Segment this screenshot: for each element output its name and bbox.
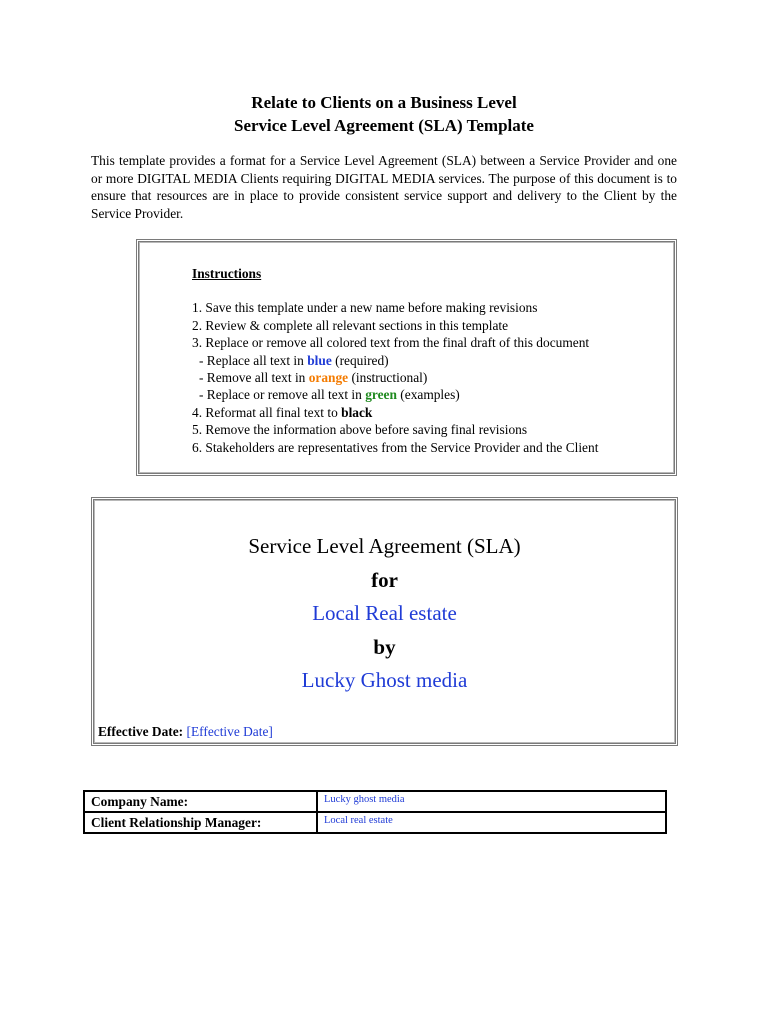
item4-pre: 4. Reformat all final text to xyxy=(192,404,342,420)
title-line-2: Service Level Agreement (SLA) Template xyxy=(234,116,534,135)
effective-date xyxy=(98,723,273,740)
sub-orange-post: (instructional) xyxy=(348,370,428,386)
client-manager-value: Local real estate xyxy=(317,812,666,833)
instructions-heading: Instructions xyxy=(192,266,262,281)
instruction-sub-green xyxy=(192,386,598,403)
sub-blue-post: (required) xyxy=(331,352,389,368)
orange-keyword: orange xyxy=(308,370,349,386)
instruction-item-3: 3. Replace or remove all colored text from the final draft of this document xyxy=(192,335,590,351)
instruction-item-2: 2. Review & complete all relevant sections in this template xyxy=(192,317,509,333)
title-line-1: Relate to Clients on a Business Level xyxy=(251,93,517,112)
sla-provider-name: Lucky Ghost media xyxy=(301,668,468,692)
instructions-content xyxy=(192,265,598,456)
green-keyword: green xyxy=(365,387,397,403)
sla-for-label: for xyxy=(371,567,398,592)
instruction-item-5: 5. Remove the information above before saving final revisions xyxy=(192,422,528,438)
company-name-label: Company Name: xyxy=(84,791,317,812)
effective-date-label: Effective Date: xyxy=(98,724,184,739)
instruction-sub-orange xyxy=(192,369,598,386)
effective-date-value: [Effective Date] xyxy=(186,724,273,739)
sla-cover-box xyxy=(91,497,678,746)
sub-green-post: (examples) xyxy=(396,387,460,403)
sla-by-label: by xyxy=(373,634,396,659)
document-title xyxy=(0,91,768,137)
instructions-box xyxy=(136,239,677,476)
instruction-item-1: 1. Save this template under a new name before making revisions xyxy=(192,300,538,316)
table-row xyxy=(84,812,666,833)
table-row xyxy=(84,791,666,812)
instruction-sub-blue xyxy=(192,352,598,369)
sub-orange-pre: - Remove all text in xyxy=(199,370,309,386)
black-keyword: black xyxy=(341,404,373,420)
client-manager-label: Client Relationship Manager: xyxy=(84,812,317,833)
sub-green-pre: - Replace or remove all text in xyxy=(199,387,366,403)
sla-client-name: Local Real estate xyxy=(312,601,457,625)
company-info-table xyxy=(83,790,667,834)
instruction-item-6: 6. Stakeholders are representatives from the Service Provider and the Client xyxy=(192,439,599,455)
company-name-value: Lucky ghost media xyxy=(317,791,666,812)
sla-cover-text xyxy=(94,530,675,698)
sub-blue-pre: - Replace all text in xyxy=(199,352,308,368)
blue-keyword: blue xyxy=(307,352,332,368)
instruction-item-4 xyxy=(192,404,598,421)
intro-paragraph: This template provides a format for a Service Level Agreement (SLA) between a Service Provider and one or more DIGITAL MEDIA Clients requiring DIGITAL MEDIA services. The purpose of this document is to ensure that resources are in place to provide consistent service support and delivery to the Client by the Service Provider. xyxy=(91,153,677,221)
sla-title: Service Level Agreement (SLA) xyxy=(248,534,521,558)
